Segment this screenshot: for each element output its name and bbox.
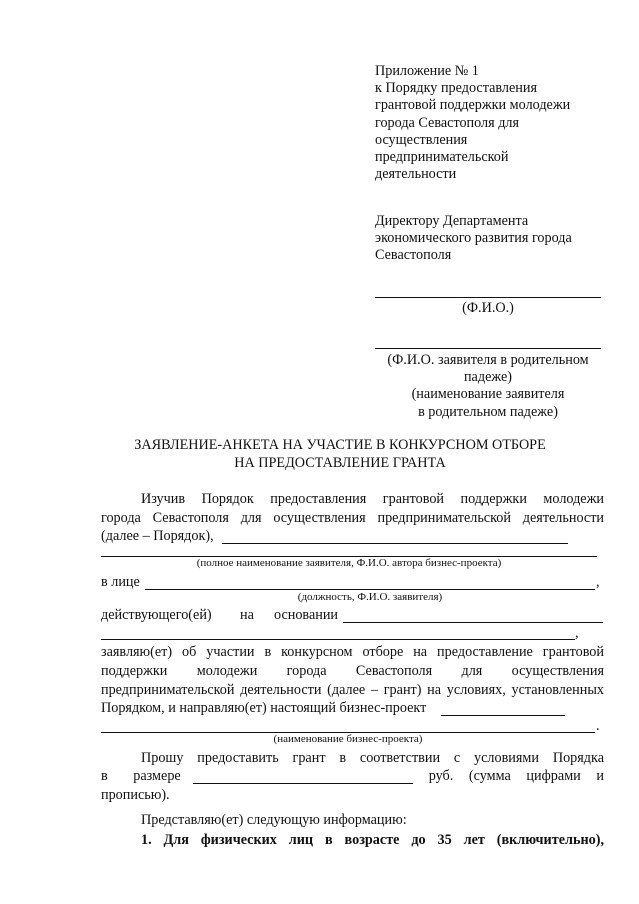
applicant-caption-line: падеже) bbox=[463, 369, 513, 386]
appendix-line: деятельности bbox=[375, 166, 457, 183]
p1-line-2: города Севастополя для осуществления предпринимательской деятельности bbox=[101, 510, 604, 526]
acting-word-1: действующего(ей) bbox=[101, 607, 212, 623]
appendix-line: осуществления bbox=[375, 131, 468, 148]
period: . bbox=[596, 718, 600, 734]
project-caption: (наименование бизнес-проекта) bbox=[273, 733, 423, 745]
director-fio-line bbox=[375, 297, 601, 298]
position-caption: (должность, Ф.И.О. заявителя) bbox=[297, 591, 443, 603]
director-fio-caption: (Ф.И.О.) bbox=[462, 300, 514, 316]
title-line-2: НА ПРЕДОСТАВЛЕНИЕ ГРАНТА bbox=[234, 455, 446, 471]
addressee-block bbox=[375, 213, 572, 265]
comma: , bbox=[596, 574, 600, 590]
basis-line bbox=[343, 622, 603, 623]
p3-line-1: Прошу предоставить грант в соответствии с условиями Порядка bbox=[141, 750, 604, 766]
position-line bbox=[145, 589, 595, 590]
appendix-line: города Севастополя для bbox=[375, 114, 520, 131]
p1-line-1: Изучив Порядок предоставления грантовой поддержки молодежи bbox=[141, 491, 604, 507]
p1-line-3: (далее – Порядок), bbox=[101, 528, 214, 544]
addressee-line: экономического развития города bbox=[375, 230, 572, 247]
amount-suffix: руб. (сумма цифрами и bbox=[428, 768, 604, 784]
amount-prefix: в размере bbox=[101, 768, 181, 784]
applicant-line bbox=[375, 348, 601, 349]
p1-fill-line bbox=[222, 543, 568, 544]
comma-2: , bbox=[575, 625, 579, 641]
p3-line-2 bbox=[101, 768, 604, 785]
p5-heading: 1. Для физических лиц в возрасте до 35 лет (включительно), bbox=[141, 832, 604, 848]
basis-line-2 bbox=[101, 639, 575, 640]
applicant-caption bbox=[370, 352, 606, 421]
appendix-line: Приложение № 1 bbox=[375, 63, 479, 79]
p4: Представляю(ет) следующую информацию: bbox=[141, 812, 407, 828]
applicant-caption-line: в родительном падеже) bbox=[418, 403, 558, 420]
applicant-caption-line: (наименование заявителя bbox=[411, 386, 565, 403]
project-line-1 bbox=[441, 715, 565, 716]
p2-line-3: предпринимательской деятельности (далее – грант) на условиях, установленных bbox=[101, 682, 604, 698]
appendix-line: к Порядку предоставления bbox=[375, 80, 537, 97]
amount-line bbox=[193, 768, 413, 784]
addressee-line: Директору Департамента bbox=[375, 213, 529, 229]
p2-line-2: поддержки молодежи города Севастополя для осуществления bbox=[101, 663, 604, 679]
in-person-label: в лице bbox=[101, 574, 140, 590]
fullname-caption: (полное наименование заявителя, Ф.И.О. автора бизнес-проекта) bbox=[196, 557, 502, 569]
p3-line-3: прописью). bbox=[101, 787, 170, 803]
title-line-1: ЗАЯВЛЕНИЕ-АНКЕТА НА УЧАСТИЕ В КОНКУРСНОМ ОТБОРЕ bbox=[134, 437, 546, 453]
addressee-line: Севастополя bbox=[375, 247, 452, 264]
appendix-block bbox=[375, 63, 570, 183]
p2-line-1: заявляю(ет) об участии в конкурсном отборе на предоставление грантовой bbox=[101, 644, 604, 660]
acting-word-2: на bbox=[240, 607, 254, 623]
applicant-caption-line: (Ф.И.О. заявителя в родительном bbox=[387, 352, 589, 368]
appendix-line: предпринимательской bbox=[375, 149, 509, 166]
appendix-line: грантовой поддержки молодежи bbox=[375, 97, 571, 114]
acting-word-3: основании bbox=[274, 607, 339, 623]
document-title bbox=[60, 436, 620, 472]
p2-line-4: Порядком, и направляю(ет) настоящий бизнес-проект bbox=[101, 700, 427, 716]
